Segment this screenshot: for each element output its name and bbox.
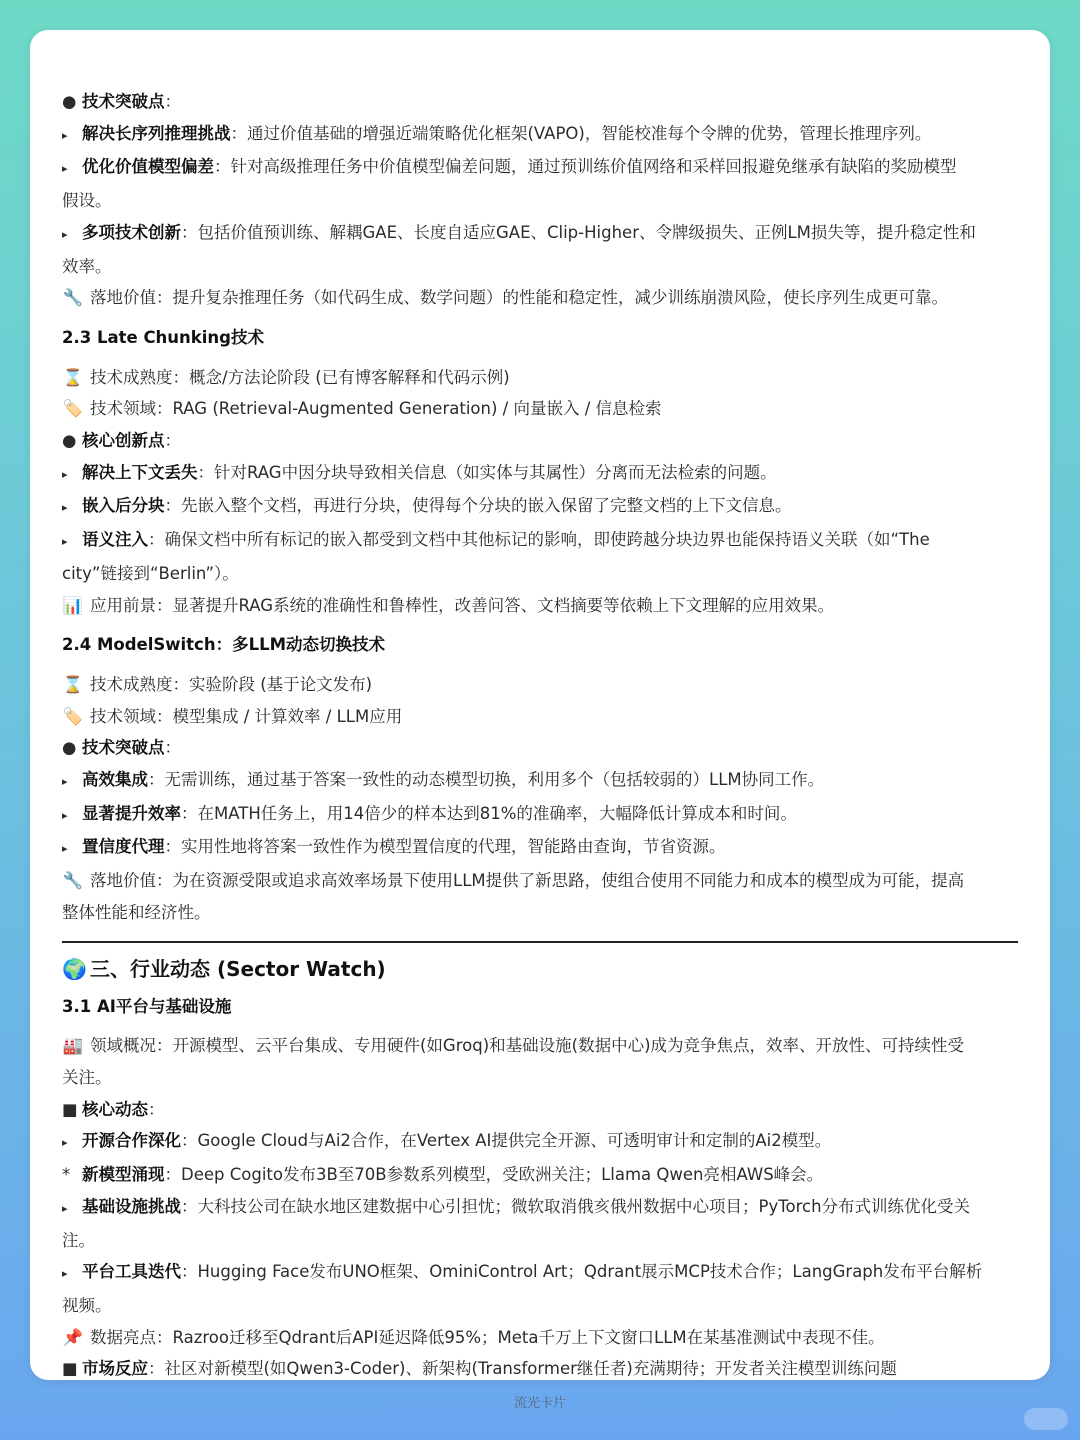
list-item: ▸ 多项技术创新：包括价值预训练、解耦GAE、长度自适应GAE、Clip-Higher、令牌级损失、正例LM损失等，提升稳定性和 [62,217,1018,251]
square-bullet-icon: ■ [62,1099,78,1119]
circle-bullet-icon: ● [62,92,77,111]
list-item-continued: 效率。 [62,256,112,276]
asterisk-bullet-icon: * [62,1165,71,1185]
list-item-continued: 视频。 [62,1295,112,1315]
wrench-icon: 🔧 [62,871,84,891]
domain-line: 🏷️ 技术领域：模型集成 / 计算效率 / LLM应用 [62,701,1018,733]
globe-icon: 🌍 [62,956,87,981]
brand-label: 流光卡片 [513,1396,566,1411]
maturity-line: ⌛ 技术成熟度：概念/方法论阶段 (已有博客解释和代码示例) [62,362,1018,394]
list-item: ▸ 基础设施挑战：大科技公司在缺水地区建数据中心引担忧；微软取消俄亥俄州数据中心项目；PyTorch分布式训练优化受关 [62,1191,1018,1225]
list-item: ▸ 置信度代理：实用性地将答案一致性作为模型置信度的代理，智能路由查询，节省资源。 [62,831,1018,865]
triangle-bullet-icon: ▸ [62,501,68,515]
innovation-heading: ● 核心创新点： [62,425,1018,457]
triangle-bullet-icon: ▸ [62,162,68,176]
triangle-bullet-icon: ▸ [62,227,68,241]
highlight-line: 📌 数据亮点：Razroo迁移至Qdrant后API延迟降低95%；Meta千万上下文窗口LLM在某基准测试中表现不佳。 [62,1322,1018,1354]
list-item: ▸ 显著提升效率：在MATH任务上，用14倍少的样本达到81%的准确率，大幅降低计算成本和时间。 [62,798,1018,832]
list-item: ▸ 解决上下文丢失：针对RAG中因分块导致相关信息（如实体与其属性）分离而无法检索的问题。 [62,457,1018,491]
square-bullet-icon: ■ [62,1359,78,1379]
section-title: 2.4 ModelSwitch：多LLM动态切换技术 [62,635,386,655]
market-line: ■ 市场反应：社区对新模型(如Qwen3-Coder)、新架构(Transformer继任者)充满期待；开发者关注模型训练问题 [62,1353,1018,1380]
breakthrough-heading: ● 技术突破点： [62,732,1018,764]
prospect-line: 📊 应用前景：显著提升RAG系统的准确性和鲁棒性，改善问答、文档摘要等依赖上下文理解的应用效果。 [62,590,1018,622]
content-card [30,30,1050,1380]
circle-bullet-icon: ● [62,738,77,758]
list-item: ▸ 优化价值模型偏差：针对高级推理任务中价值模型偏差问题，通过预训练价值网络和采样回报避免继承有缺陷的奖励模型 [62,151,1018,185]
domain-line: 🏷️ 技术领域：RAG (Retrieval-Augmented Generation) / 向量嵌入 / 信息检索 [62,393,1018,425]
list-item: ▸ 高效集成：无需训练，通过基于答案一致性的动态模型切换，利用多个（包括较弱的）LLM协同工作。 [62,764,1018,798]
footer-brand [0,1392,1080,1411]
section-divider [62,941,1018,943]
overview-line: 🏭 领域概况：开源模型、云平台集成、专用硬件(如Groq)和基础设施(数据中心)成为竞争焦点，效率、开放性、可持续性受 [62,1030,1018,1062]
breakthrough-heading: ● 技术突破点： [62,86,1018,118]
list-item: ▸ 嵌入后分块：先嵌入整个文档，再进行分块，使得每个分块的嵌入保留了完整文档的上下文信息。 [62,490,1018,524]
pin-icon: 📌 [62,1327,84,1347]
hourglass-icon: ⌛ [62,674,84,694]
triangle-bullet-icon: ▸ [62,1267,68,1281]
triangle-bullet-icon: ▸ [62,1201,68,1215]
tag-icon: 🏷️ [62,706,84,726]
watermark-badge [1024,1408,1068,1430]
section-heading: 🌍 三、行业动态 (Sector Watch) [62,951,1018,987]
triangle-bullet-icon: ▸ [62,128,68,142]
overview-line-continued: 关注。 [62,1067,112,1087]
tag-icon: 🏷️ [62,399,84,419]
triangle-bullet-icon: ▸ [62,1136,68,1150]
list-item: ▸ 平台工具迭代：Hugging Face发布UNO框架、OminiControl Art；Qdrant展示MCP技术合作；LangGraph发布平台解析 [62,1256,1018,1290]
value-line-continued: 整体性能和经济性。 [62,902,211,922]
section-title: 2.3 Late Chunking技术 [62,327,264,347]
triangle-bullet-icon: ▸ [62,775,68,789]
core-heading: ■ 核心动态： [62,1094,1018,1126]
list-item-continued: city”链接到“Berlin”）。 [62,563,239,583]
factory-icon: 🏭 [62,1036,84,1056]
triangle-bullet-icon: ▸ [62,467,68,481]
list-item-continued: 假设。 [62,191,112,211]
triangle-bullet-icon: ▸ [62,535,68,549]
hourglass-icon: ⌛ [62,367,84,387]
circle-bullet-icon: ● [62,431,77,451]
wrench-icon: 🔧 [62,288,84,308]
list-item-continued: 注。 [62,1230,95,1250]
list-item: ▸ 开源合作深化：Google Cloud与Ai2合作，在Vertex AI提供完全开源、可透明审计和定制的Ai2模型。 [62,1125,1018,1159]
list-item: * 新模型涌现：Deep Cogito发布3B至70B参数系列模型，受欧洲关注；Llama Qwen亮相AWS峰会。 [62,1159,1018,1191]
value-line: 🔧 落地价值：为在资源受限或追求高效率场景下使用LLM提供了新思路，使组合使用不同能力和成本的模型成为可能，提高 [62,865,1018,897]
triangle-bullet-icon: ▸ [62,808,68,822]
list-item: ▸ 语义注入：确保文档中所有标记的嵌入都受到文档中其他标记的影响，即使跨越分块边界也能保持语义关联（如“The [62,524,1018,558]
triangle-bullet-icon: ▸ [62,842,68,856]
subsection-title: 3.1 AI平台与基础设施 [62,996,232,1016]
value-line: 🔧 落地价值：提升复杂推理任务（如代码生成、数学问题）的性能和稳定性，减少训练崩溃风险，使长序列生成更可靠。 [62,282,1018,314]
list-item: ▸ 解决长序列推理挑战：通过价值基础的增强近端策略优化框架(VAPO)，智能校准每个令牌的优势，管理长推理序列。 [62,118,1018,152]
chart-icon: 📊 [62,595,84,615]
maturity-line: ⌛ 技术成熟度：实验阶段 (基于论文发布) [62,669,1018,701]
